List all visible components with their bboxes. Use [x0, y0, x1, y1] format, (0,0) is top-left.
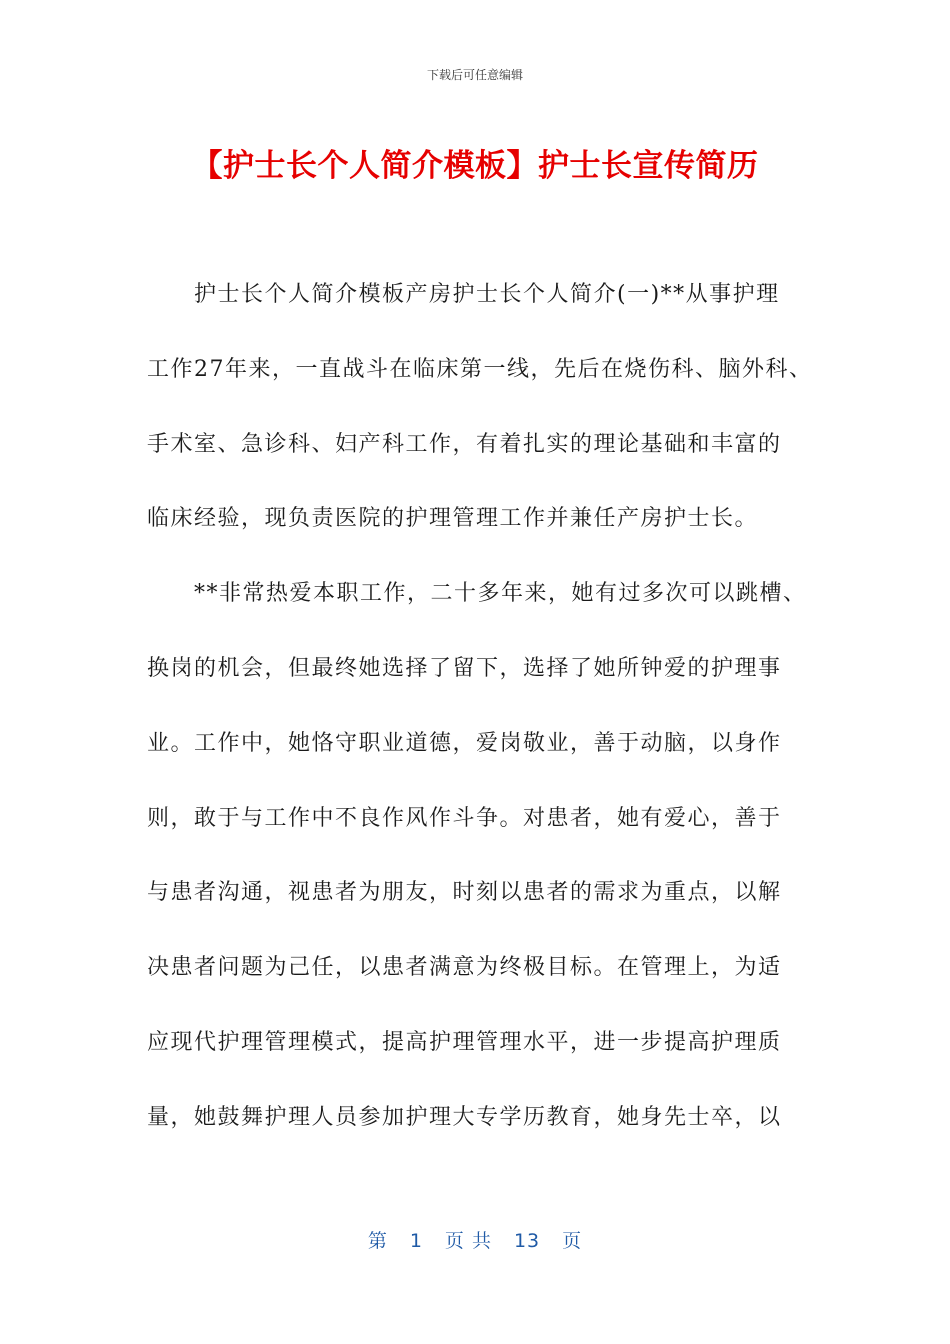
paragraph-line: 工作27年来，一直战斗在临床第一线，先后在烧伤科、脑外科、 — [147, 356, 813, 382]
footer-suffix: 页 — [562, 1230, 583, 1252]
page-footer — [0, 1226, 950, 1253]
page-total: 13 — [513, 1230, 541, 1252]
paragraph-line: 业。工作中，她恪守职业道德，爱岗敬业，善于动脑，以身作 — [147, 730, 782, 756]
document-body — [147, 270, 827, 1168]
paragraph-line: 则，敢于与工作中不良作风作斗争。对患者，她有爱心，善于 — [147, 805, 782, 831]
header-note: 下载后可任意编辑 — [426, 68, 523, 82]
paragraph-line: 与患者沟通，视患者为朋友，时刻以患者的需求为重点，以解 — [147, 880, 782, 906]
paragraph-line: 决患者问题为己任，以患者满意为终极目标。在管理上，为适 — [147, 955, 782, 981]
paragraph-line: 换岗的机会，但最终她选择了留下，选择了她所钟爱的护理事 — [147, 655, 782, 681]
footer-middle: 页 共 — [444, 1230, 492, 1252]
paragraph-line: **非常热爱本职工作，二十多年来，她有过多次可以跳槽、 — [194, 581, 807, 607]
paragraph-line: 量，她鼓舞护理人员参加护理大专学历教育，她身先士卒，以 — [147, 1104, 782, 1130]
paragraph-line: 应现代护理管理模式，提高护理管理水平，进一步提高护理质 — [147, 1029, 782, 1055]
document-title: 【护士长个人简介模板】护士长宣传简历 — [191, 148, 759, 184]
footer-prefix: 第 — [367, 1230, 388, 1252]
paragraph-line: 临床经验，现负责医院的护理管理工作并兼任产房护士长。 — [147, 506, 759, 532]
page-number: 1 — [409, 1230, 423, 1252]
paragraph-line: 护士长个人简介模板产房护士长个人简介(一)**从事护理 — [194, 282, 780, 307]
paragraph-line: 手术室、急诊科、妇产科工作，有着扎实的理论基础和丰富的 — [147, 431, 782, 457]
